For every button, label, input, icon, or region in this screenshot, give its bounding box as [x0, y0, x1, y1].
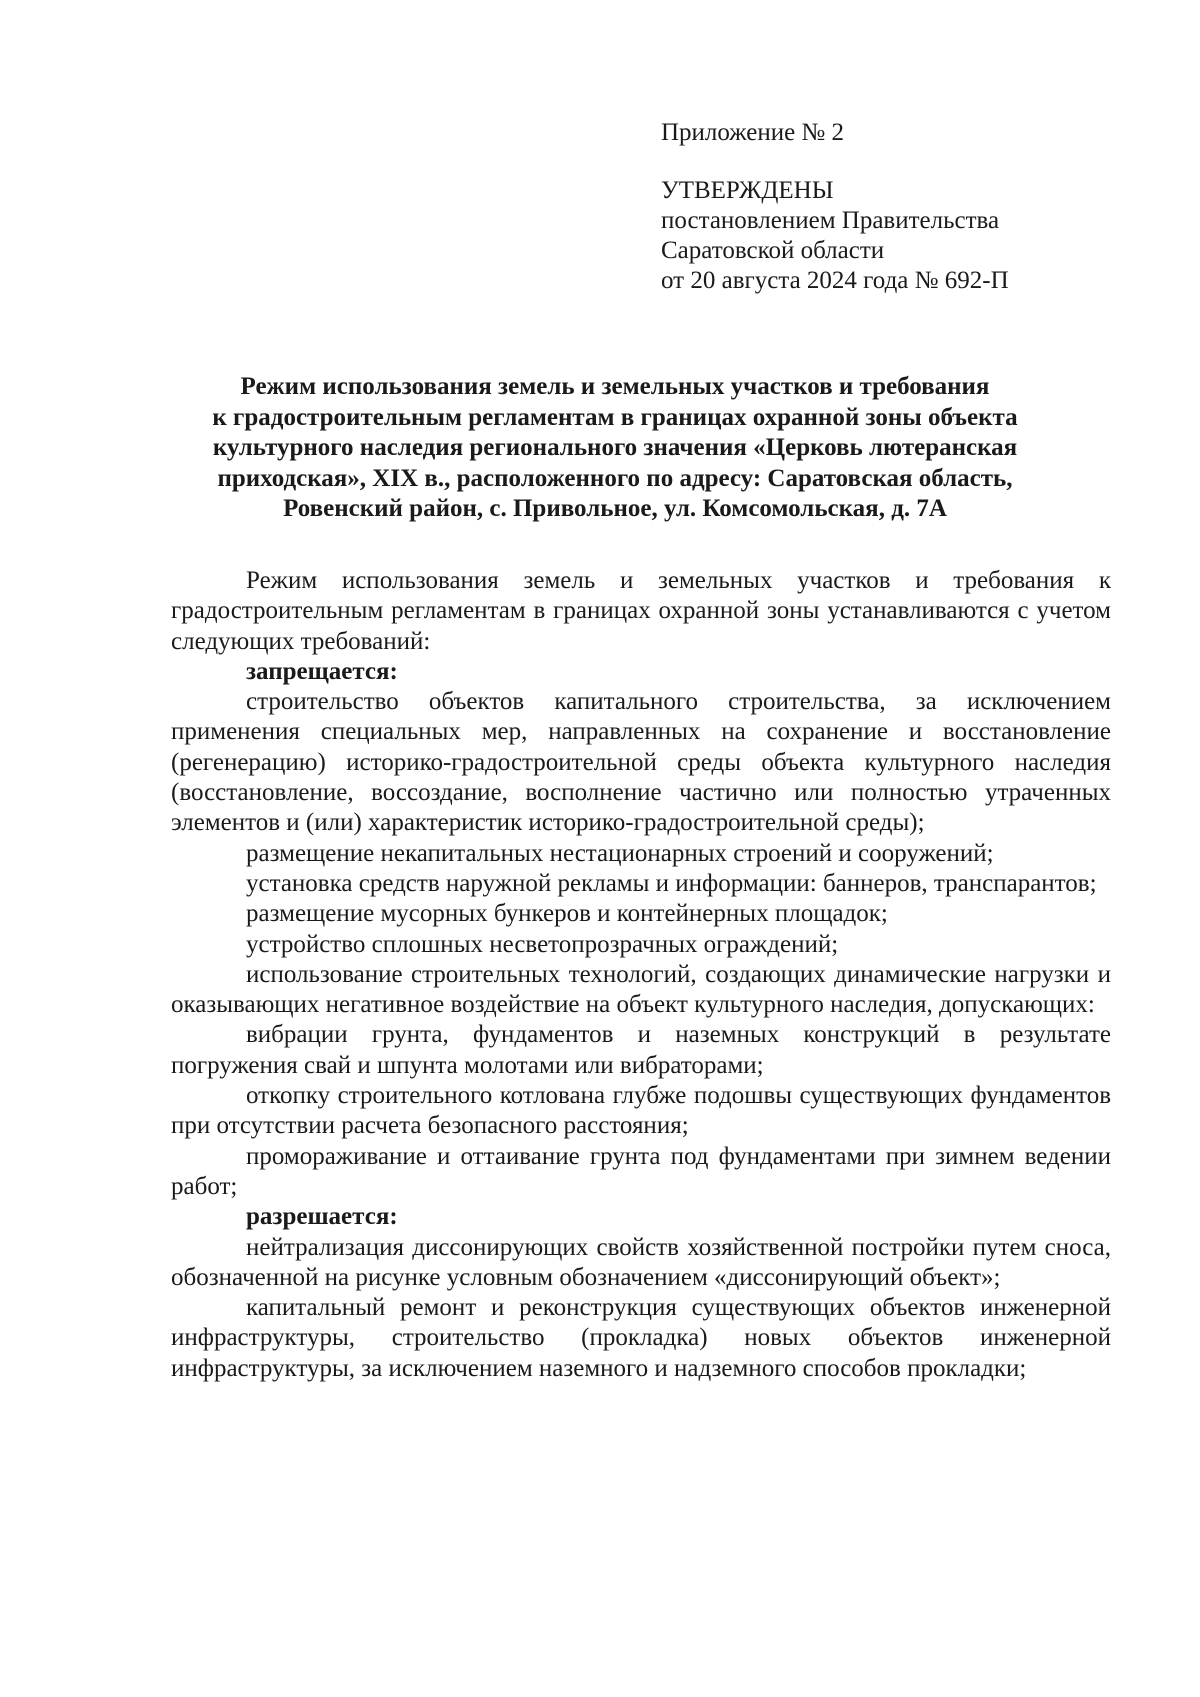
prohibited-item: размещение мусорных бункеров и контейнерных площадок;	[246, 900, 888, 928]
allowed-heading: разрешается:	[246, 1203, 398, 1231]
approved-stamp: УТВЕРЖДЕНЫ	[661, 177, 834, 204]
prohibited-item: промораживание и оттаивание грунта под фундаментами при зимнем ведении работ;	[171, 1142, 1111, 1200]
title-line-2: к градостроительным регламентам в границах охранной зоны объекта	[212, 403, 1018, 431]
approval-line-3: от 20 августа 2024 года № 692-П	[661, 267, 1009, 294]
prohibited-item: установка средств наружной рекламы и информации: баннеров, транспарантов;	[246, 869, 1097, 897]
intro-paragraph: Режим использования земель и земельных участков и требования к градостроительным регламентам в границах охранной зоны устанавливаются с учетом следующих требований:	[171, 567, 1111, 655]
prohibited-item: использование строительных технологий, создающих динамические нагрузки и оказывающих негативное воздействие на объект культурного наследия, допускающих:	[171, 960, 1111, 1019]
prohibited-item: вибрации грунта, фундаментов и наземных конструкций в результате погружения свай и шпунта молотами или вибраторами;	[171, 1021, 1111, 1079]
prohibited-item: устройство сплошных несветопрозрачных ограждений;	[246, 930, 839, 958]
prohibited-item: размещение некапитальных нестационарных строений и сооружений;	[246, 839, 994, 867]
prohibited-item: строительство объектов капитального строительства, за исключением применения специальных мер, направленных на сохранение и восстановление (регенерацию) историко-градостроительной среды объекта культурного наследия (восстановление, воссоздание, восполнение частично или полностью утраченных элементов и (или) характеристик историко-градостроительной среды);	[171, 688, 1111, 837]
title-line-4: приходская», XIX в., расположенного по адресу: Саратовская область,	[217, 464, 1013, 492]
title-line-5: Ровенский район, с. Привольное, ул. Комсомольская, д. 7А	[283, 495, 947, 522]
title-line-1: Режим использования земель и земельных участков и требования	[240, 373, 990, 400]
approval-block	[661, 118, 1141, 296]
prohibited-item: откопку строительного котлована глубже подошвы существующих фундаментов при отсутствии расчета безопасного расстояния;	[171, 1082, 1111, 1140]
allowed-item: капитальный ремонт и реконструкция существующих объектов инженерной инфраструктуры, строительство (прокладка) новых объектов инженерной инфраструктуры, за исключением наземного и надземного способов прокладки;	[171, 1294, 1111, 1382]
approval-line-2: Саратовской области	[661, 237, 885, 264]
allowed-item: нейтрализация диссонирующих свойств хозяйственной постройки путем сноса, обозначенной на рисунке условным обозначением «диссонирующий объект»;	[171, 1233, 1111, 1291]
document-title	[150, 372, 1080, 525]
title-line-3: культурного наследия регионального значения «Церковь лютеранская	[212, 434, 1018, 461]
document-body	[171, 566, 1111, 1384]
appendix-number: Приложение № 2	[661, 119, 845, 146]
approval-line-1: постановлением Правительства	[661, 207, 1000, 234]
prohibited-heading: запрещается:	[246, 657, 398, 685]
